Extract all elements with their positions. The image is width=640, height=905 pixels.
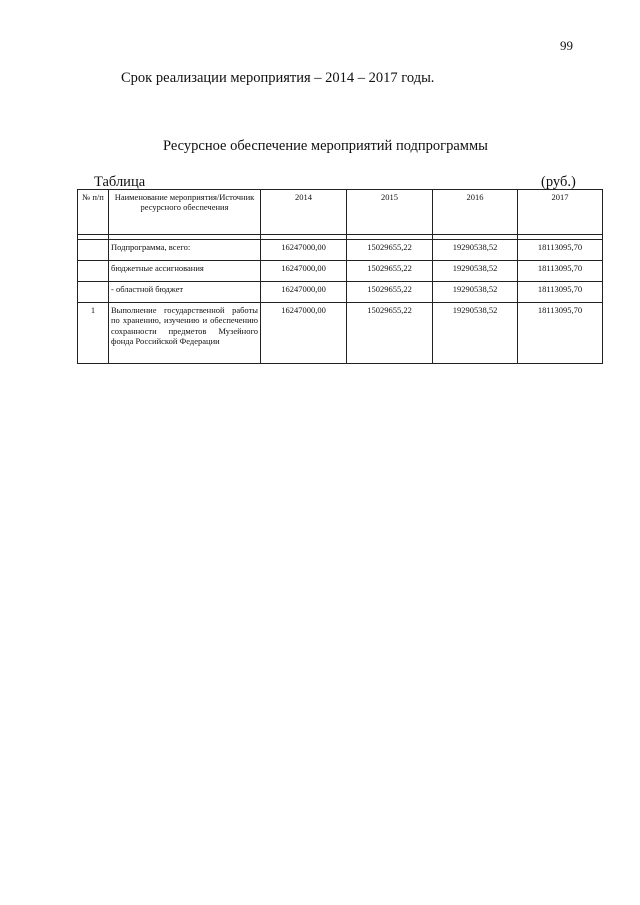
header-year-2016: 2016 xyxy=(433,190,518,235)
row-num xyxy=(78,282,109,303)
row-value-2017: 18113095,70 xyxy=(518,303,603,364)
table-header-row xyxy=(78,190,603,235)
row-num xyxy=(78,240,109,261)
row-value-2016: 19290538,52 xyxy=(433,282,518,303)
row-value-2016: 19290538,52 xyxy=(433,261,518,282)
row-name: бюджетные ассигнования xyxy=(109,261,261,282)
table-caption: Таблица xyxy=(94,174,146,190)
header-year-2015: 2015 xyxy=(347,190,433,235)
row-name: Подпрограмма, всего: xyxy=(109,240,261,261)
implementation-term: Срок реализации мероприятия – 2014 – 2017 годы. xyxy=(121,70,435,86)
header-year-2014: 2014 xyxy=(261,190,347,235)
table-row xyxy=(78,240,603,261)
header-year-2017: 2017 xyxy=(518,190,603,235)
row-value-2014: 16247000,00 xyxy=(261,303,347,364)
row-num xyxy=(78,261,109,282)
table-row xyxy=(78,303,603,364)
row-value-2014: 16247000,00 xyxy=(261,240,347,261)
row-value-2015: 15029655,22 xyxy=(347,240,433,261)
table-row xyxy=(78,282,603,303)
row-value-2017: 18113095,70 xyxy=(518,282,603,303)
row-value-2017: 18113095,70 xyxy=(518,261,603,282)
row-value-2015: 15029655,22 xyxy=(347,282,433,303)
row-value-2015: 15029655,22 xyxy=(347,261,433,282)
row-value-2016: 19290538,52 xyxy=(433,303,518,364)
header-num: № п/п xyxy=(78,190,109,235)
page-number: 99 xyxy=(560,38,573,53)
row-name: Выполнение государственной работы по хранению, изучению и обеспечению сохранности предметов Музейного фонда Российской Федерации xyxy=(109,303,261,364)
row-value-2014: 16247000,00 xyxy=(261,282,347,303)
row-value-2015: 15029655,22 xyxy=(347,303,433,364)
header-name: Наименование мероприятия/Источник ресурсного обеспечения xyxy=(109,190,261,235)
row-num: 1 xyxy=(78,303,109,364)
resource-table xyxy=(77,189,603,364)
table-row xyxy=(78,261,603,282)
unit-label: (руб.) xyxy=(541,174,576,190)
row-value-2017: 18113095,70 xyxy=(518,240,603,261)
row-value-2016: 19290538,52 xyxy=(433,240,518,261)
row-value-2014: 16247000,00 xyxy=(261,261,347,282)
section-title: Ресурсное обеспечение мероприятий подпрограммы xyxy=(163,138,488,154)
row-name: - областной бюджет xyxy=(109,282,261,303)
